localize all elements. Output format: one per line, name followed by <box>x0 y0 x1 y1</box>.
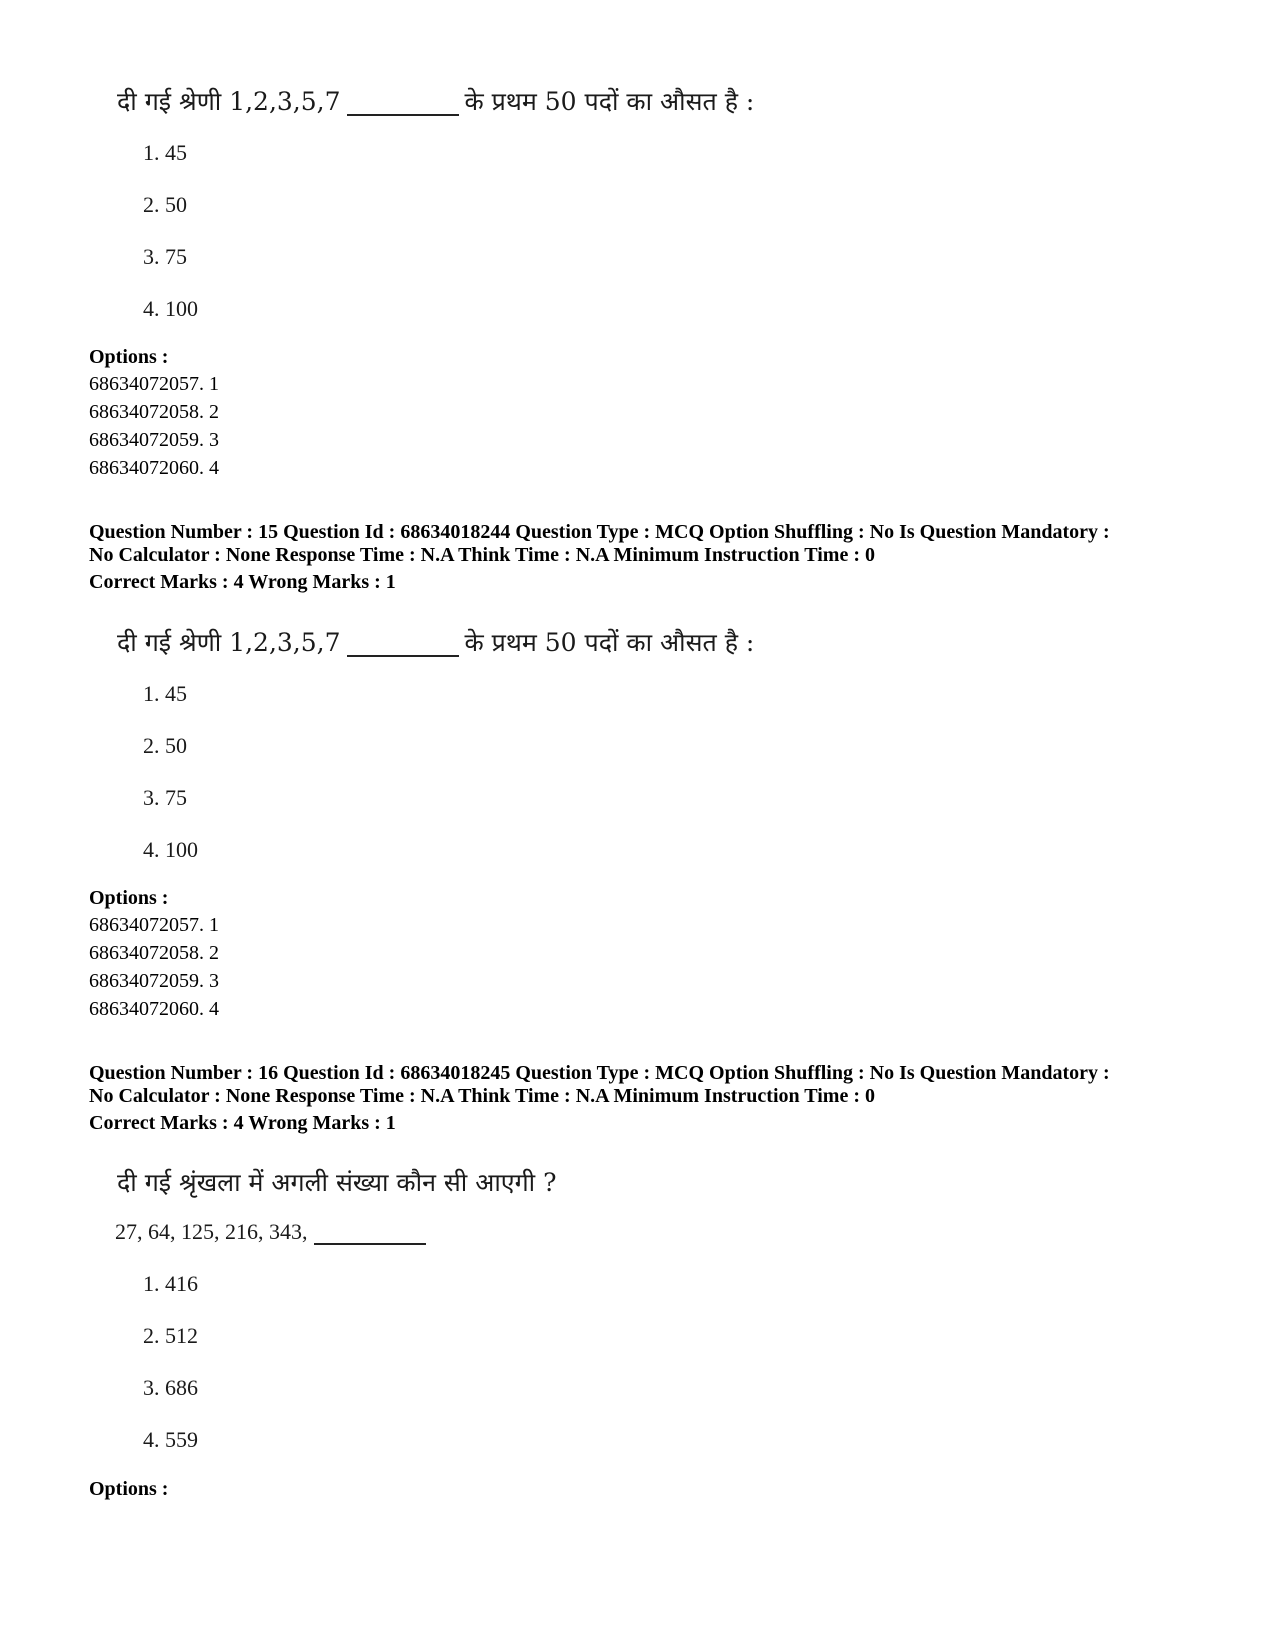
answer-blank <box>314 1242 426 1245</box>
answer-choice: 3. 75 <box>143 244 187 269</box>
options-label: Options : <box>89 1478 169 1500</box>
option-id-line: 68634072059. 3 <box>89 429 219 451</box>
marks-line: Correct Marks : 4 Wrong Marks : 1 <box>89 571 396 593</box>
question-stem-text: दी गई श्रृंखला में अगली संख्या कौन सी आएगी ? <box>117 1168 557 1197</box>
option-id-line: 68634072059. 3 <box>89 970 219 992</box>
option-id-line: 68634072057. 1 <box>89 373 219 395</box>
question-stem-text: के प्रथम 50 पदों का औसत है : <box>464 628 755 657</box>
question-meta-line: Question Number : 16 Question Id : 68634018245 Question Type : MCQ Option Shuffling : No Is Question Mandatory : <box>89 1062 1110 1084</box>
question-meta-line: No Calculator : None Response Time : N.A Think Time : N.A Minimum Instruction Time : 0 <box>89 544 875 566</box>
option-id-line: 68634072060. 4 <box>89 457 219 479</box>
answer-choice: 3. 75 <box>143 785 187 810</box>
question-stem <box>117 84 754 118</box>
answer-choice: 3. 686 <box>143 1375 198 1400</box>
options-label: Options : <box>89 346 169 368</box>
option-id-line: 68634072058. 2 <box>89 401 219 423</box>
answer-choice: 2. 50 <box>143 192 187 217</box>
answer-choice: 2. 50 <box>143 733 187 758</box>
question-stem <box>117 1165 557 1199</box>
marks-line: Correct Marks : 4 Wrong Marks : 1 <box>89 1112 396 1134</box>
option-id-line: 68634072057. 1 <box>89 914 219 936</box>
question-stem-text: दी गई श्रेणी 1,2,3,5,7 <box>117 87 341 116</box>
question-stem-text: दी गई श्रेणी 1,2,3,5,7 <box>117 628 341 657</box>
answer-blank <box>347 654 459 657</box>
answer-choice: 1. 45 <box>143 681 187 706</box>
answer-choice: 1. 45 <box>143 140 187 165</box>
answer-blank <box>347 113 459 116</box>
answer-choice: 2. 512 <box>143 1323 198 1348</box>
options-label: Options : <box>89 887 169 909</box>
question-meta-line: No Calculator : None Response Time : N.A Think Time : N.A Minimum Instruction Time : 0 <box>89 1085 875 1107</box>
answer-choice: 4. 100 <box>143 296 198 321</box>
answer-choice: 4. 100 <box>143 837 198 862</box>
answer-choice: 1. 416 <box>143 1271 198 1296</box>
number-sequence <box>115 1219 432 1245</box>
option-id-line: 68634072058. 2 <box>89 942 219 964</box>
question-meta-line: Question Number : 15 Question Id : 68634018244 Question Type : MCQ Option Shuffling : No Is Question Mandatory : <box>89 521 1110 543</box>
sequence-text: 27, 64, 125, 216, 343, <box>115 1219 308 1244</box>
answer-choice: 4. 559 <box>143 1427 198 1452</box>
question-stem-text: के प्रथम 50 पदों का औसत है : <box>464 87 755 116</box>
option-id-line: 68634072060. 4 <box>89 998 219 1020</box>
question-stem <box>117 625 754 659</box>
